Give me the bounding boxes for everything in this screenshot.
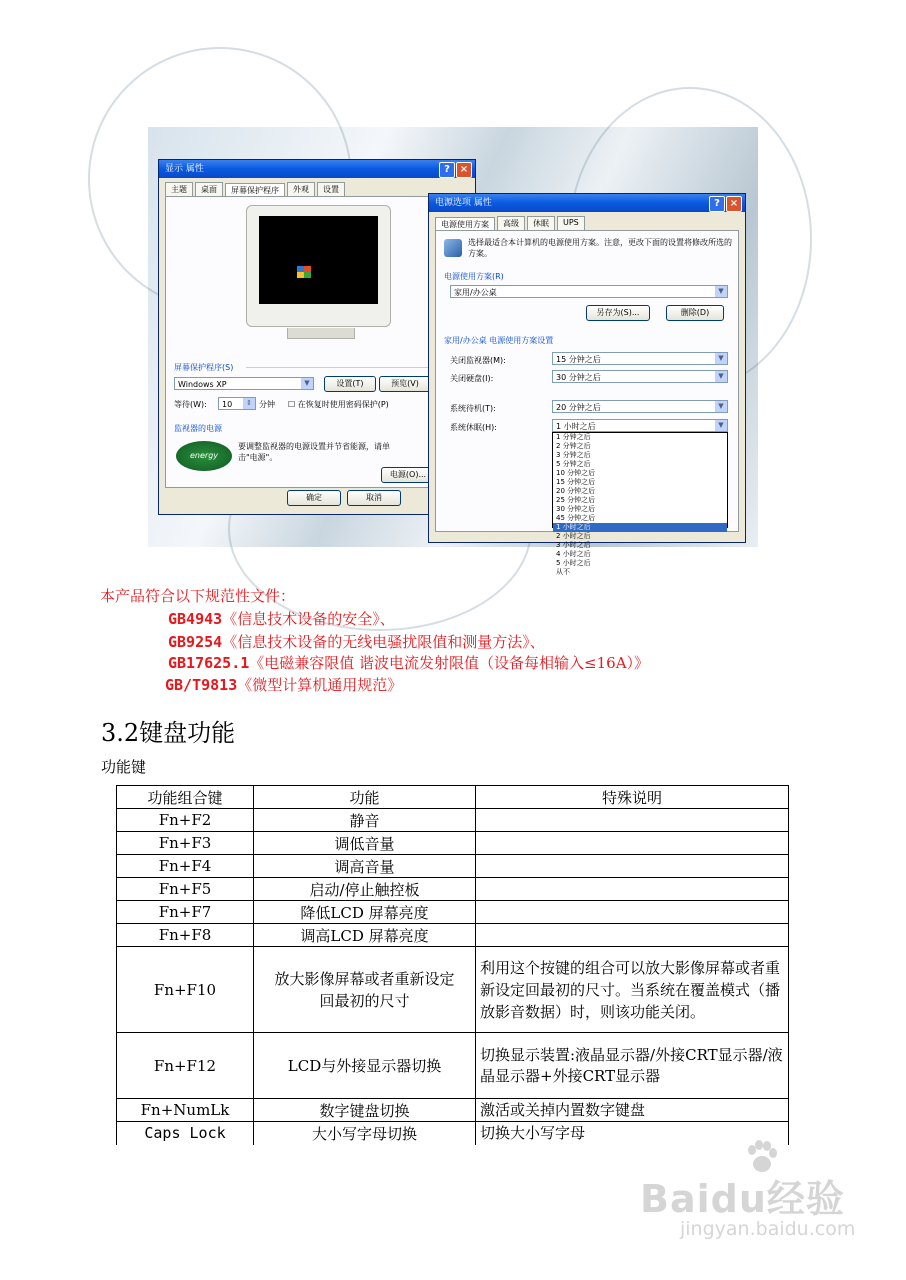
- baidu-watermark: [640, 1140, 870, 1250]
- close-icon[interactable]: ×: [726, 196, 742, 212]
- dropdown-option[interactable]: 30 分钟之后: [556, 505, 596, 513]
- tab-hibernate[interactable]: 休眠: [527, 216, 555, 230]
- dropdown-option[interactable]: 20 分钟之后: [556, 487, 596, 495]
- key-cell: Fn+F5: [117, 878, 254, 901]
- standard-item: [165, 674, 402, 695]
- dropdown-option[interactable]: 4 小时之后: [556, 550, 591, 558]
- function-key-table: [116, 785, 789, 1145]
- key-cell: Fn+F3: [117, 832, 254, 855]
- disk-off-value: 30 分钟之后: [556, 373, 601, 382]
- monitor-off-value: 15 分钟之后: [556, 355, 601, 364]
- power-panel: [435, 230, 739, 576]
- dropdown-option[interactable]: 2 分钟之后: [556, 442, 591, 450]
- function-cell: 放大影像屏幕或者重新设定回最初的尺寸: [254, 947, 476, 1033]
- tab-ups[interactable]: UPS: [557, 216, 585, 230]
- function-cell: LCD与外接显示器切换: [254, 1033, 476, 1099]
- ok-button[interactable]: 确定: [287, 490, 341, 506]
- power-group-label: 监视器的电源: [174, 424, 222, 433]
- power-intro-text: 选择最适合本计算机的电源使用方案。注意，更改下面的设置将修改所选的方案。: [468, 238, 732, 258]
- close-icon[interactable]: ×: [456, 162, 472, 178]
- delete-button[interactable]: 删除(D): [666, 305, 724, 321]
- section-subheading: 功能键: [101, 758, 147, 776]
- minutes-label: 分钟: [259, 400, 275, 409]
- display-panel: [165, 196, 469, 488]
- table-row: [117, 855, 789, 878]
- screensaver-select-value: Windows XP: [178, 380, 227, 389]
- standby-label: 系统待机(T):: [450, 404, 496, 413]
- watermark-url: jingyan.baidu.com: [680, 1218, 856, 1240]
- power-window-titlebar: [429, 194, 745, 212]
- tab-appearance[interactable]: 外观: [287, 182, 315, 196]
- energy-star-icon: [176, 441, 232, 471]
- table-row: [117, 1099, 789, 1122]
- hibernate-label: 系统休眠(H):: [450, 423, 497, 432]
- disk-off-select[interactable]: [552, 370, 728, 383]
- power-tabs: [429, 212, 745, 230]
- stepper-icon: ⇕: [243, 398, 255, 409]
- key-cell: Fn+F10: [117, 947, 254, 1033]
- tab-power-schemes[interactable]: 电源使用方案: [435, 217, 495, 231]
- function-cell: 调高LCD 屏幕亮度: [254, 924, 476, 947]
- dropdown-option[interactable]: 1 分钟之后: [556, 433, 591, 441]
- energy-logo-text: energy: [189, 451, 218, 460]
- dropdown-option[interactable]: 5 小时之后: [556, 559, 591, 567]
- dropdown-option[interactable]: 从不: [556, 568, 570, 576]
- key-cell: Fn+NumLk: [117, 1099, 254, 1122]
- windows-logo-icon: [297, 266, 311, 278]
- note-cell: [476, 855, 789, 878]
- standard-code: GB/T9813: [165, 676, 238, 694]
- monitor-off-select[interactable]: [552, 352, 728, 365]
- screensaver-preview-button[interactable]: 预览(V): [379, 376, 431, 392]
- function-cell: 调高音量: [254, 855, 476, 878]
- chevron-down-icon: ▼: [715, 286, 727, 297]
- note-cell: 利用这个按键的组合可以放大影像屏幕或者重新设定回最初的尺寸。当系统在覆盖模式（播放影音数据）时，则该功能关闭。: [476, 947, 789, 1033]
- table-row: [117, 809, 789, 832]
- monitor-stand: [287, 328, 355, 339]
- section-heading: 3.2键盘功能: [101, 719, 236, 747]
- power-description: 要调整监视器的电源设置并节省能源，请单击"电源"。: [238, 442, 390, 462]
- power-window-title: 电源选项 属性: [435, 198, 492, 208]
- hibernate-value: 1 小时之后: [556, 422, 596, 431]
- power-button[interactable]: 电源(O)...: [381, 467, 435, 483]
- screensaver-select[interactable]: [174, 377, 314, 390]
- chevron-down-icon: ▼: [715, 371, 727, 382]
- note-cell: 激活或关掉内置数字键盘: [476, 1099, 789, 1122]
- dropdown-option[interactable]: 10 分钟之后: [556, 469, 596, 477]
- note-cell: 切换显示装置:液晶显示器/外接CRT显示器/液晶显示器+外接CRT显示器: [476, 1033, 789, 1099]
- chevron-down-icon: ▼: [715, 401, 727, 412]
- table-row: [117, 832, 789, 855]
- resume-password-label: 在恢复时使用密码保护(P): [297, 400, 389, 409]
- chevron-down-icon: ▼: [715, 420, 727, 431]
- function-cell: 降低LCD 屏幕亮度: [254, 901, 476, 924]
- help-icon[interactable]: ?: [709, 196, 725, 212]
- tab-settings[interactable]: 设置: [317, 182, 345, 196]
- compliance-title: 本产品符合以下规范性文件：: [100, 587, 296, 605]
- scheme-select-value: 家用/办公桌: [454, 288, 497, 297]
- monitor-preview: [246, 205, 391, 327]
- standard-item: [168, 652, 649, 673]
- watermark-brand: Baidu经验: [640, 1177, 845, 1221]
- monitor-off-label: 关闭监视器(M):: [450, 356, 506, 365]
- chevron-down-icon: ▼: [301, 378, 313, 389]
- key-cell: Fn+F2: [117, 809, 254, 832]
- table-row: [117, 924, 789, 947]
- hibernate-dropdown-list[interactable]: [552, 432, 728, 576]
- screensaver-group-label: 屏幕保护程序(S): [174, 363, 234, 372]
- table-row: [117, 901, 789, 924]
- dropdown-option[interactable]: 45 分钟之后: [556, 514, 596, 522]
- dropdown-option[interactable]: 15 分钟之后: [556, 478, 596, 486]
- cancel-button[interactable]: 取消: [347, 490, 401, 506]
- display-window-title: 显示 属性: [165, 164, 204, 174]
- table-row: [117, 1033, 789, 1099]
- standard-item: [168, 631, 545, 652]
- table-header-row: [117, 786, 789, 809]
- standby-value: 20 分钟之后: [556, 403, 601, 412]
- key-cell: Fn+F4: [117, 855, 254, 878]
- standard-name: 《信息技术设备的安全》、: [222, 610, 395, 628]
- dropdown-option[interactable]: 3 分钟之后: [556, 451, 591, 459]
- wait-stepper[interactable]: [218, 397, 256, 410]
- note-cell: [476, 901, 789, 924]
- wait-label: 等待(W):: [174, 400, 207, 409]
- dropdown-option[interactable]: 5 分钟之后: [556, 460, 591, 468]
- resume-password-checkbox[interactable]: ☐ 在恢复时使用密码保护(P): [288, 400, 389, 409]
- key-cell: Fn+F8: [117, 924, 254, 947]
- power-plug-icon: [444, 239, 462, 257]
- header-note: 特殊说明: [476, 786, 789, 809]
- header-function: 功能: [254, 786, 476, 809]
- standard-item: [168, 608, 395, 629]
- tab-screensaver[interactable]: 屏幕保护程序: [225, 183, 285, 197]
- key-cell: Fn+F12: [117, 1033, 254, 1099]
- standard-code: GB4943: [168, 610, 223, 628]
- table-row: [117, 878, 789, 901]
- dropdown-option[interactable]: 2 小时之后: [556, 532, 591, 540]
- function-cell: 静音: [254, 809, 476, 832]
- header-key: 功能组合键: [117, 786, 254, 809]
- standard-name: 《微型计算机通用规范》: [237, 676, 403, 694]
- scheme-group-label: 电源使用方案(R): [444, 272, 504, 281]
- standard-code: GB17625.1: [168, 654, 250, 672]
- note-cell: [476, 809, 789, 832]
- tab-theme[interactable]: 主题: [165, 182, 193, 196]
- function-cell: 大小写字母切换: [254, 1122, 476, 1145]
- note-cell: [476, 832, 789, 855]
- standard-name: 《电磁兼容限值 谐波电流发射限值（设备每相输入≤16A）》: [249, 654, 650, 672]
- help-icon[interactable]: ?: [439, 162, 455, 178]
- display-window-titlebar: [159, 160, 475, 178]
- scheme-select[interactable]: [450, 285, 728, 298]
- standard-name: 《信息技术设备的无线电骚扰限值和测量方法》、: [222, 633, 545, 651]
- function-cell: 调低音量: [254, 832, 476, 855]
- note-cell: 切换大小写字母: [476, 1122, 789, 1145]
- key-cell: Caps Lock: [117, 1122, 254, 1145]
- screensaver-settings-button[interactable]: 设置(T): [324, 376, 376, 392]
- chevron-down-icon: ▼: [715, 353, 727, 364]
- tab-desktop[interactable]: 桌面: [195, 182, 223, 196]
- settings-group-label: 家用/办公桌 电源使用方案设置: [444, 336, 554, 345]
- disk-off-label: 关闭硬盘(I):: [450, 374, 494, 383]
- screenshot-figure: [148, 127, 758, 576]
- function-cell: 数字键盘切换: [254, 1099, 476, 1122]
- dropdown-option[interactable]: 3 小时之后: [556, 541, 591, 549]
- standard-code: GB9254: [168, 633, 223, 651]
- dropdown-options: [553, 433, 727, 577]
- wait-value: 10: [222, 400, 233, 409]
- hibernate-select[interactable]: [552, 419, 728, 432]
- table-row: [117, 947, 789, 1033]
- note-cell: [476, 878, 789, 901]
- dropdown-option[interactable]: 25 分钟之后: [556, 496, 596, 504]
- save-as-button[interactable]: 另存为(S)...: [586, 305, 650, 321]
- monitor-screen: [259, 216, 378, 304]
- dropdown-option[interactable]: 1 小时之后: [553, 523, 727, 532]
- standby-select[interactable]: [552, 400, 728, 413]
- tab-advanced[interactable]: 高级: [497, 216, 525, 230]
- note-cell: [476, 924, 789, 947]
- key-cell: Fn+F7: [117, 901, 254, 924]
- function-cell: 启动/停止触控板: [254, 878, 476, 901]
- power-options-window: [428, 193, 746, 576]
